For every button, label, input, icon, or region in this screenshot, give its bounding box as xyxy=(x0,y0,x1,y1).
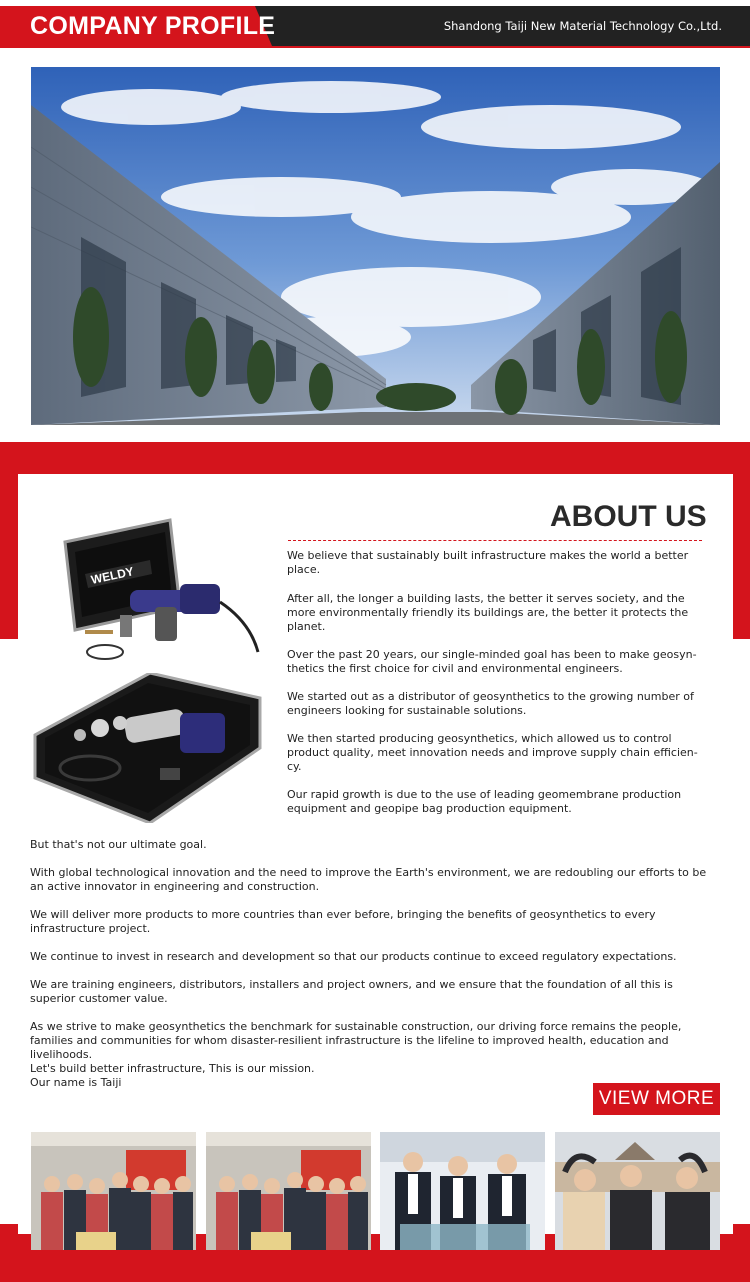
page-title: COMPANY PROFILE xyxy=(30,12,276,40)
about-paragraph: We then started producing geosynthetics, which allowed us to control product quality, meet innovation needs and improve supply chain efficien-cy. xyxy=(287,732,698,773)
company-name-line: Our name is Taiji xyxy=(30,1076,122,1089)
about-paragraph: We believe that sustainably built infrastructure makes the world a better place. xyxy=(287,549,689,576)
header-red-line xyxy=(0,46,750,48)
company-name: Shandong Taiji New Material Technology Co.,Ltd. xyxy=(443,19,722,33)
about-paragraph: Our rapid growth is due to the use of leading geomembrane production equipment and geopipe bag production equipment. xyxy=(287,788,682,815)
product-photo-welder-case xyxy=(30,512,262,670)
view-more-button[interactable]: VIEW MORE xyxy=(593,1083,720,1115)
mission-line: Let's build better infrastructure, This is our mission. xyxy=(30,1062,315,1075)
team-photo-1 xyxy=(31,1132,196,1250)
about-paragraph: With global technological innovation and the need to improve the Earth's environment, we are redoubling our efforts to be an active innovator in engineering and construction. xyxy=(30,866,707,893)
about-paragraph: We are training engineers, distributors, installers and project owners, and we ensure that the foundation of all this is superior customer value. xyxy=(30,978,673,1005)
about-paragraph: We started out as a distributor of geosynthetics to the growing number of engineers looking for sustainable solutions. xyxy=(287,690,694,717)
team-photo-3 xyxy=(380,1132,545,1250)
about-paragraph: Over the past 20 years, our single-minded goal has been to make geosyn-thetics the first choice for civil and environmental engineers. xyxy=(287,648,697,675)
about-paragraph: But that's not our ultimate goal. xyxy=(30,838,207,851)
about-title: ABOUT US xyxy=(550,500,707,533)
product-photo-open-case xyxy=(30,673,262,823)
about-paragraph: As we strive to make geosynthetics the benchmark for sustainable construction, our driving force remains the people, families and communities for whom disaster-resilient infrastructure is the lifeline to improved health, education and livelihoods. xyxy=(30,1020,682,1061)
about-paragraph: We will deliver more products to more countries than ever before, bringing the benefits of geosynthetics to every infrastructure project. xyxy=(30,908,656,935)
team-photo-4 xyxy=(555,1132,720,1250)
about-paragraph: We continue to invest in research and development so that our products continue to exceed regulatory expectations. xyxy=(30,950,677,963)
product-brand-label: WELDY xyxy=(89,564,136,587)
team-photo-2 xyxy=(206,1132,371,1250)
factory-photo xyxy=(31,67,720,425)
about-paragraph: After all, the longer a building lasts, the better it serves society, and the more environmentally friendly its buildings are, the better it protects the planet. xyxy=(287,592,689,633)
about-divider xyxy=(288,540,702,541)
